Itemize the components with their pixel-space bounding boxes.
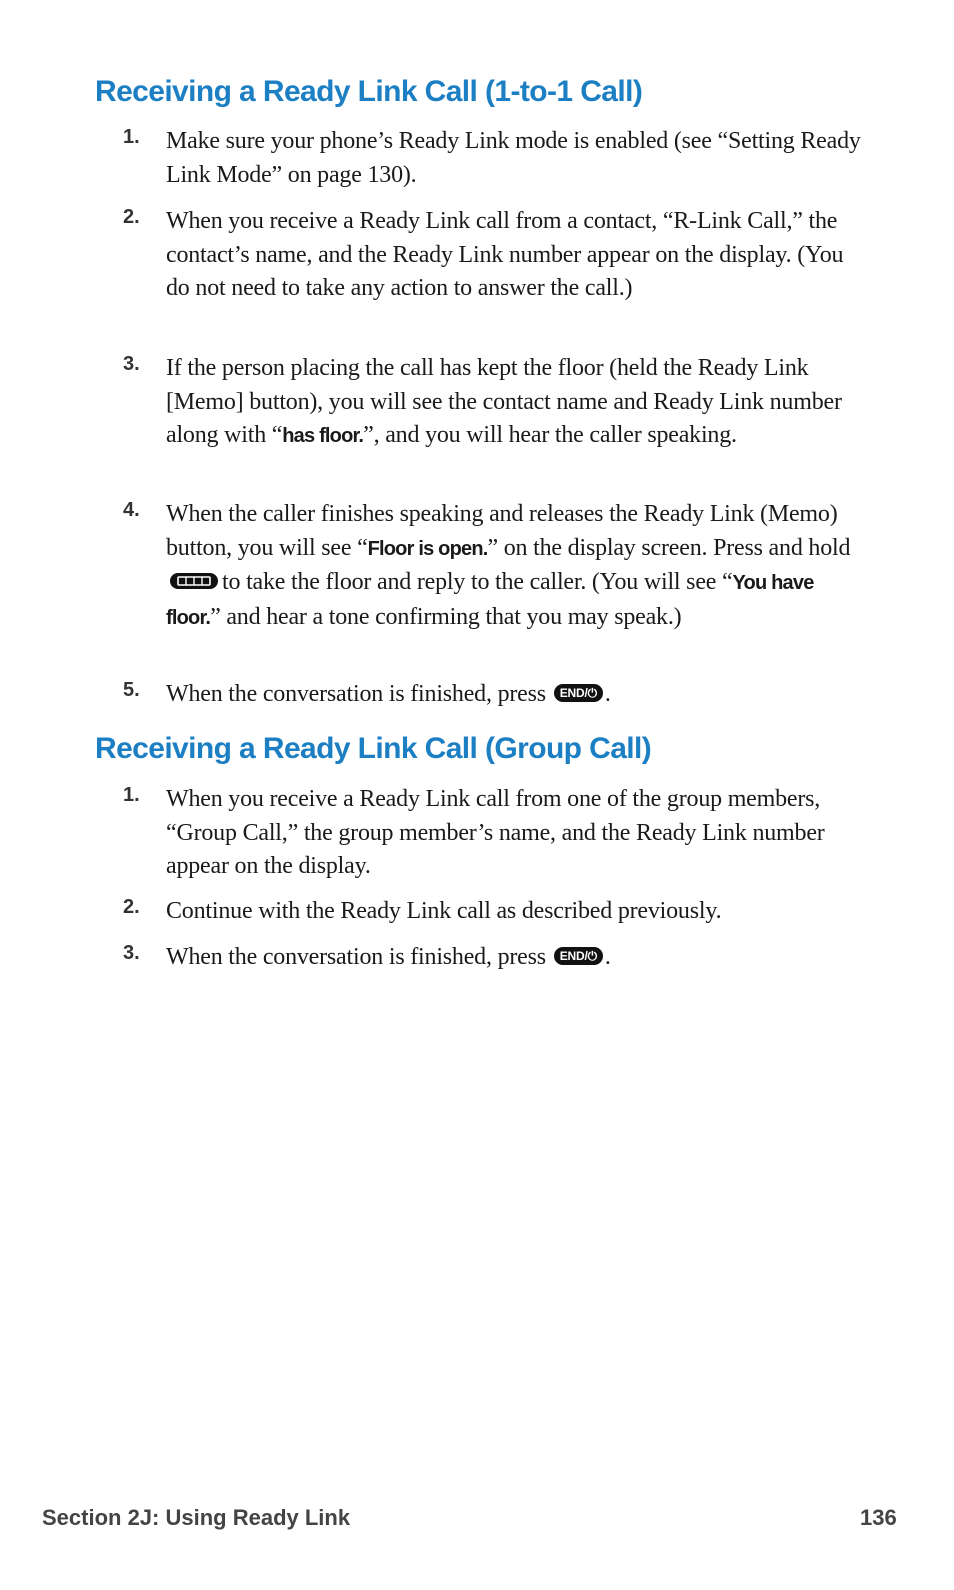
- display-text-has-floor: has floor.: [282, 425, 364, 447]
- display-text-floor-open: Floor is open.: [367, 537, 488, 560]
- step-number: 2.: [123, 206, 140, 228]
- step-1to1-4: [123, 498, 863, 635]
- step-text-part: When the conversation is finished, press: [166, 944, 546, 970]
- step-1to1-2: [123, 205, 863, 306]
- step-text: [166, 498, 863, 635]
- step-1to1-1: [123, 125, 863, 192]
- step-text: Continue with the Ready Link call as described previously.: [166, 898, 722, 924]
- footer-section-label: Section 2J: Using Ready Link: [42, 1505, 351, 1530]
- step-group-2: [123, 895, 863, 929]
- step-text-part: ” on the display screen. Press and hold: [487, 534, 851, 561]
- step-text: When you receive a Ready Link call from a contact, “R-Link Call,” the contact’s name, and the Ready Link number appear on the display. (You do not need to take any action to answer the call.): [166, 208, 844, 301]
- step-1to1-5: [123, 678, 863, 712]
- step-number: 1.: [123, 126, 140, 148]
- ready-link-side-key-icon: [170, 573, 218, 589]
- step-text-part: ” and hear a tone confirming that you may speak.): [210, 603, 682, 630]
- end-key-icon: END/⏻: [554, 684, 603, 702]
- step-text-part: .: [604, 681, 611, 707]
- display-text-you-have-floor: You have floor.: [166, 572, 814, 629]
- step-1to1-3: [123, 352, 863, 454]
- section-heading-1to1: Receiving a Ready Link Call (1-to-1 Call): [95, 75, 643, 108]
- step-text-part: When the caller finishes speaking and releases the Ready Link (Memo) button, you will see “: [166, 501, 838, 561]
- footer-page-number: 136: [860, 1505, 897, 1530]
- step-text: [166, 352, 863, 454]
- step-text-part: When the conversation is finished, press: [166, 681, 546, 707]
- section-heading-group: Receiving a Ready Link Call (Group Call): [95, 732, 652, 765]
- step-number: 3.: [123, 942, 140, 964]
- step-number: 5.: [123, 679, 140, 701]
- step-text-part: If the person placing the call has kept the floor (held the Ready Link [Memo] button), you will see the contact name and Ready Link number along with “: [166, 355, 842, 448]
- step-text-part: .: [604, 944, 611, 970]
- step-text: When you receive a Ready Link call from one of the group members, “Group Call,” the group member’s name, and the Ready Link number appear on the display.: [166, 786, 825, 879]
- step-text-part: to take the floor and reply to the caller. (You will see “: [222, 569, 733, 595]
- end-key-icon: END/⏻: [554, 947, 603, 965]
- step-number: 2.: [123, 896, 140, 918]
- step-number: 1.: [123, 784, 140, 806]
- step-group-1: [123, 783, 863, 884]
- step-text: Make sure your phone’s Ready Link mode is enabled (see “Setting Ready Link Mode” on page 130).: [166, 128, 861, 188]
- step-text: [166, 678, 863, 712]
- step-number: 3.: [123, 353, 140, 375]
- step-number: 4.: [123, 499, 140, 521]
- step-text: [166, 941, 863, 975]
- step-text-part: ”, and you will hear the caller speaking.: [363, 422, 737, 448]
- step-group-3: [123, 941, 863, 975]
